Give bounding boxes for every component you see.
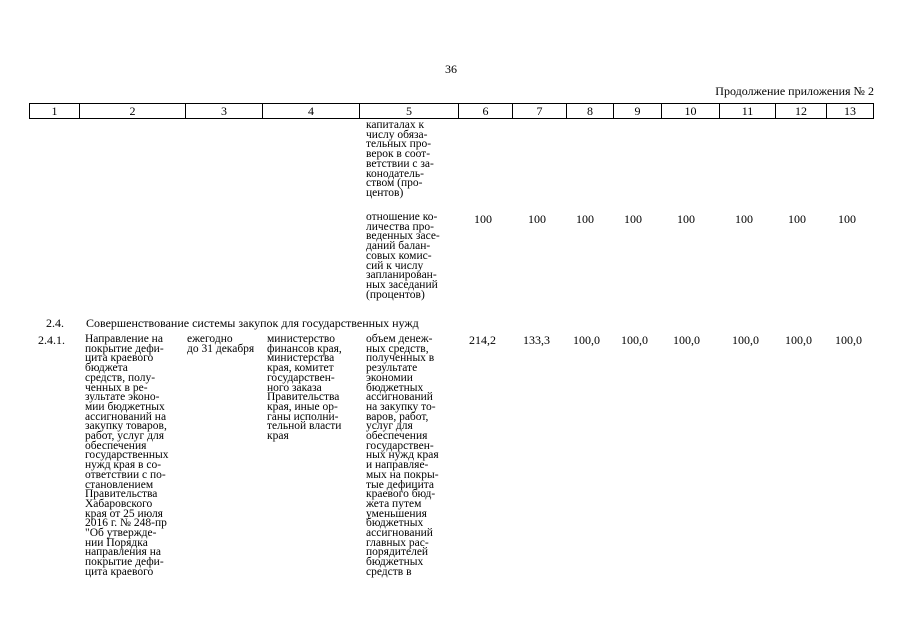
col-header-9: 9 [614,104,662,119]
col-header-2: 2 [80,104,186,119]
value-col13-row: 100,0 [835,333,862,347]
value-col9-b2: 100 [624,212,642,226]
col-header-12: 12 [776,104,827,119]
col-header-5: 5 [360,104,459,119]
value-col6-b2: 100 [474,212,492,226]
value-col11-row: 100,0 [732,333,759,347]
value-col13-b2: 100 [838,212,856,226]
col-header-8: 8 [567,104,614,119]
value-col10-row: 100,0 [673,333,700,347]
value-col10-b2: 100 [677,212,695,226]
value-col11-b2: 100 [735,212,753,226]
row-indicator: объем денеж- ных средств, полученных в результате экономии бюджетных ассигнований на закупку то- варов, работ, услуг для обеспечения государствен- ных нужд края и направляе- мых на покры- тые дефицита краевого бюд- жета путем уменьшения бюджетных ассигнований главных рас- порядителей бюджетных средств в [366,333,439,578]
page-number: 36 [445,62,457,76]
col-header-4: 4 [263,104,360,119]
row-responsible: министерство финансов края, министерства края, комитет государствен- ного заказа Правительства края, иные ор- ганы исполни- тельной власти края [267,333,342,443]
value-col6-row: 214,2 [469,333,496,347]
value-col12-row: 100,0 [785,333,812,347]
column-number-header [29,103,874,119]
value-col8-row: 100,0 [573,333,600,347]
section-number: 2.4. [46,316,64,330]
indicator-text-balance-commissions: отношение ко- личества про- веденных засе- даний балан- совых комис- сий к числу запланирован- ных заседаний (процентов) [366,211,440,301]
indicator-text-prev: капиталах к числу обяза- тельных про- верок в соот- ветствии с за- конодатель- ством (про- центов) [366,119,434,199]
row-measure-text: Направление на покрытие дефи- цита краевого бюджета средств, полу- ченных в ре- зультате эконо- мии бюджетных ассигнований на закупку товаров, работ, услуг для обеспечения государственных нужд края в со- ответствии с по- становлением Правительства Хабаровского края от 25 июля 2016 г. № 248-пр "Об утвержде- нии Порядка направления на покрытие дефи- цита краевого [85,333,169,578]
continuation-label: Продолжение приложения № 2 [715,84,874,98]
value-col9-row: 100,0 [621,333,648,347]
col-header-10: 10 [662,104,720,119]
row-deadline: ежегодно до 31 декабря [187,333,255,355]
value-col7-b2: 100 [528,212,546,226]
row-number: 2.4.1. [38,333,65,347]
value-col8-b2: 100 [576,212,594,226]
col-header-7: 7 [513,104,567,119]
col-header-13: 13 [827,104,874,119]
col-header-3: 3 [186,104,263,119]
col-header-1: 1 [30,104,80,119]
value-col7-row: 133,3 [523,333,550,347]
col-header-6: 6 [459,104,513,119]
value-col12-b2: 100 [788,212,806,226]
section-title: Совершенствование системы закупок для государственных нужд [86,316,419,330]
col-header-11: 11 [720,104,776,119]
